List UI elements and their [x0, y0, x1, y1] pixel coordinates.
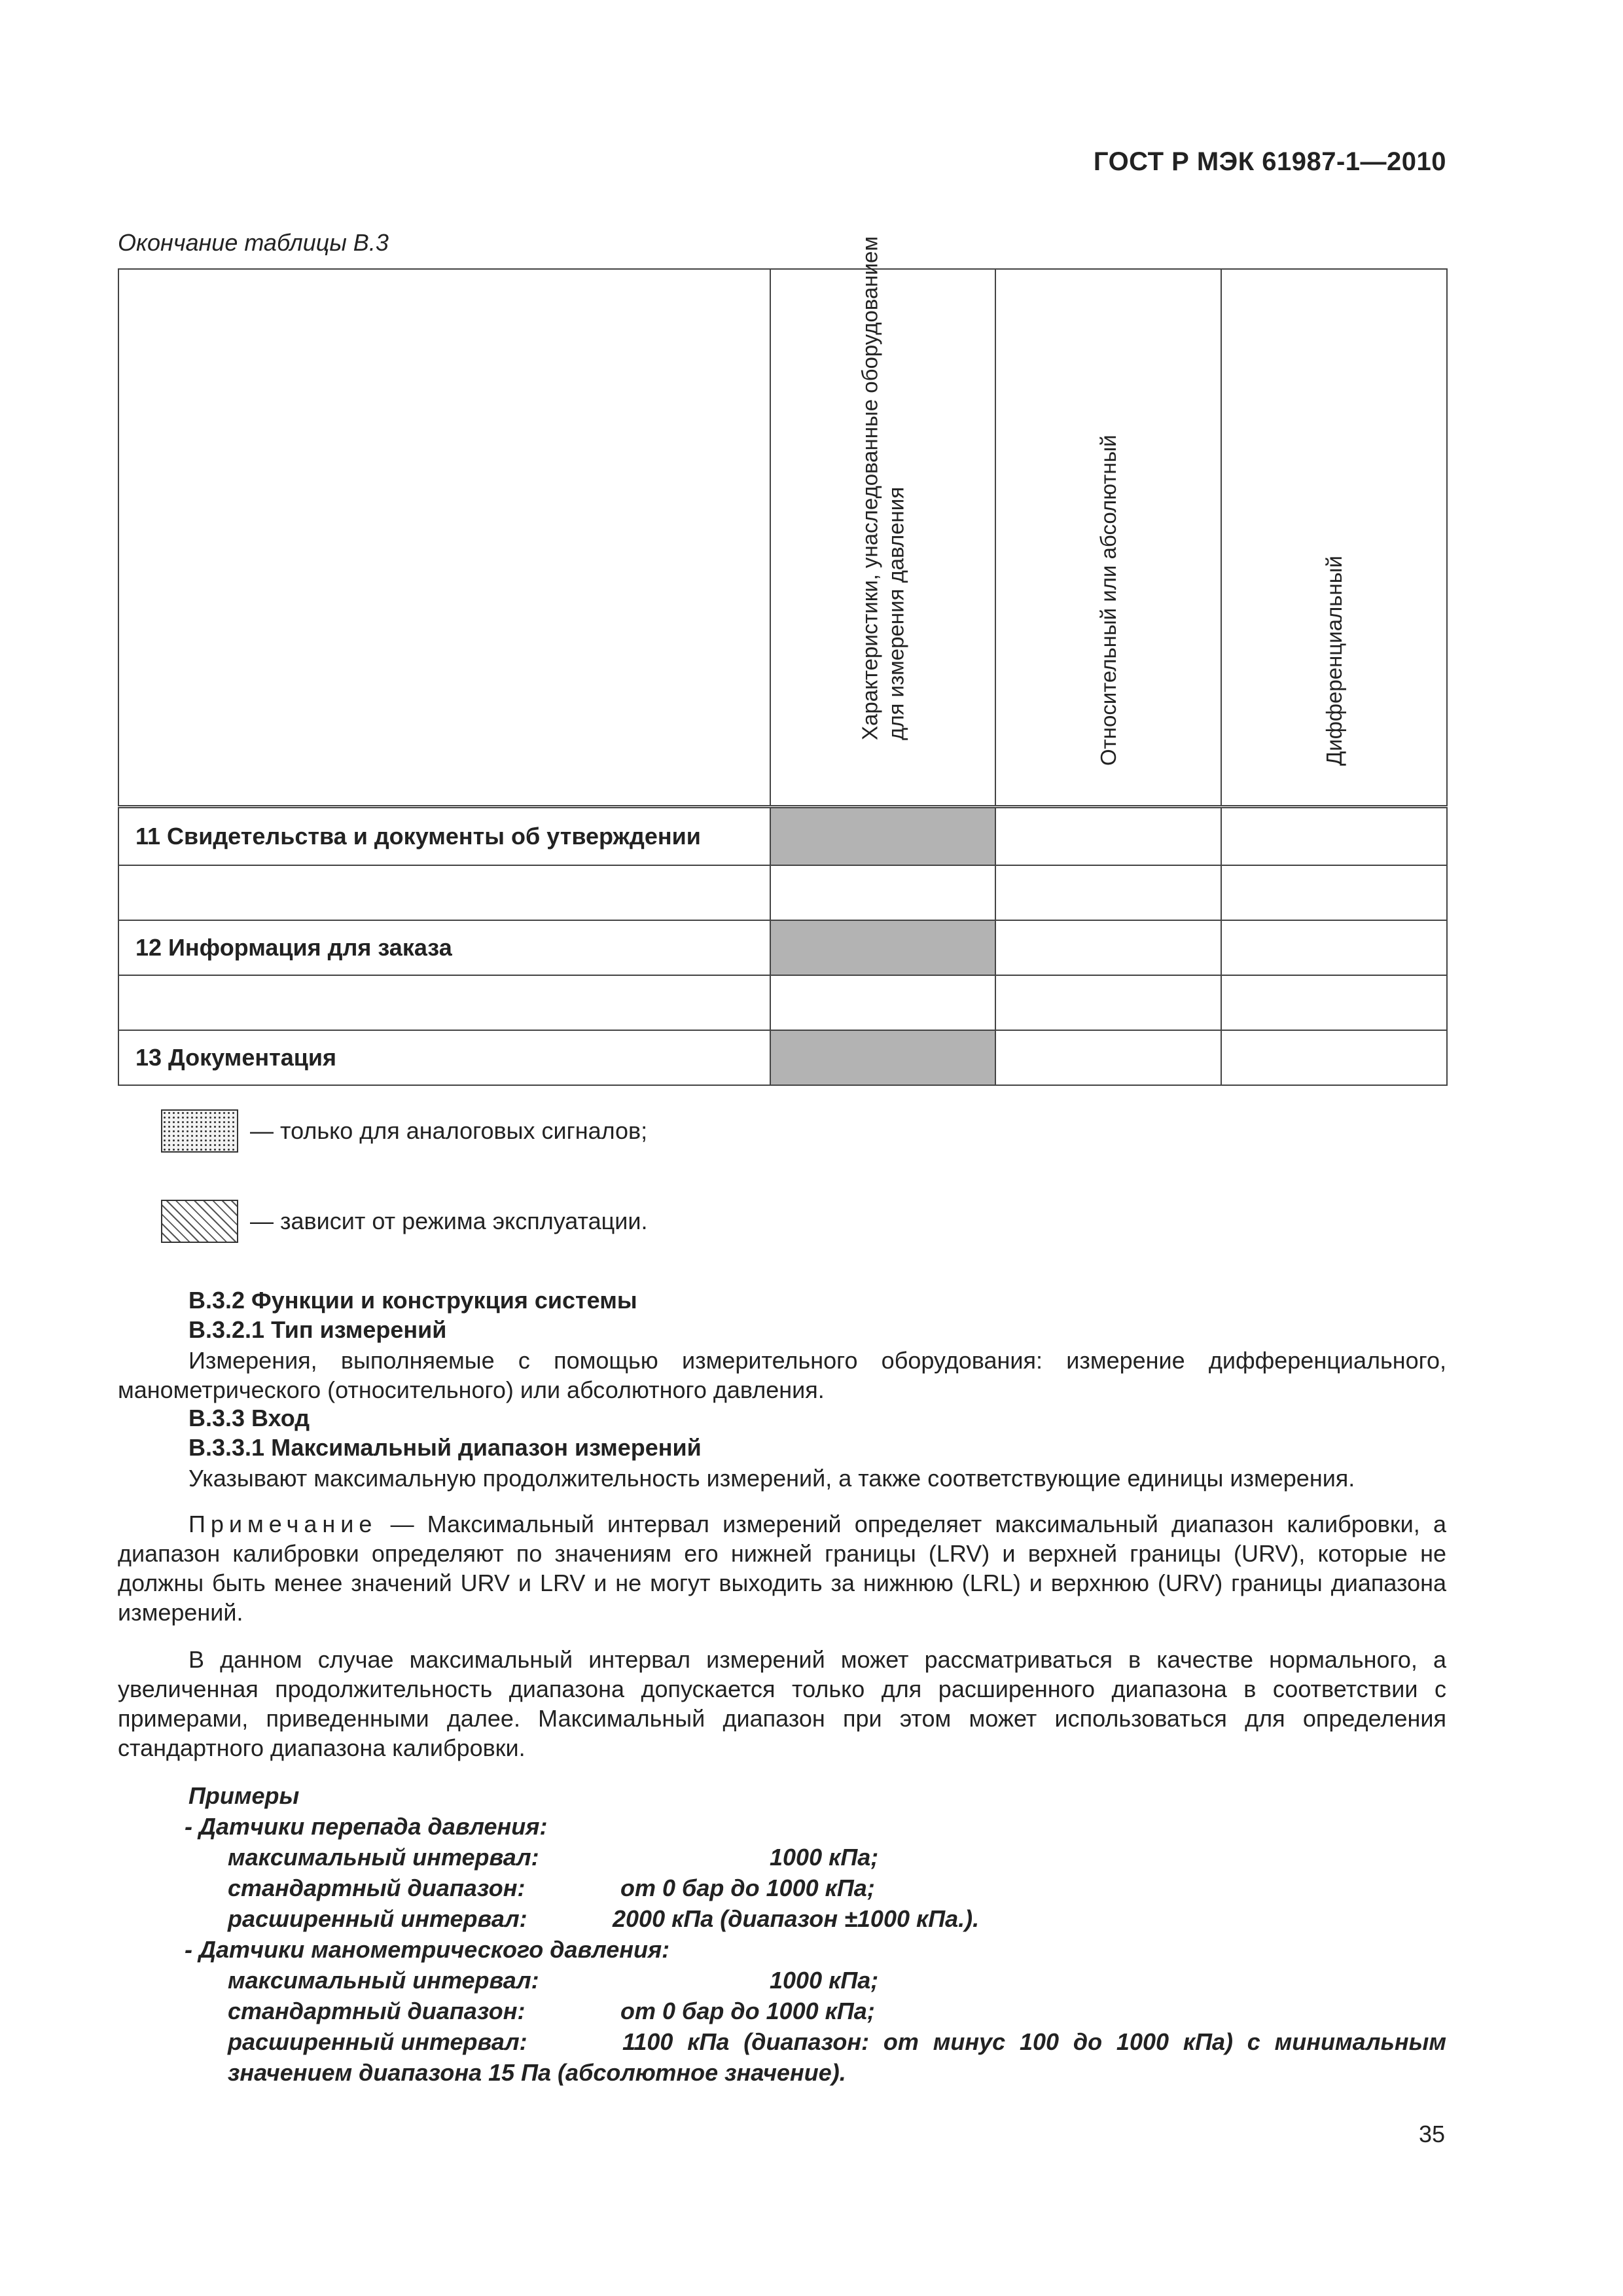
example-line [188, 1842, 1446, 1873]
table-row [118, 865, 1447, 920]
table-row [118, 975, 1447, 1030]
row-label-certificates: 11 Свидетельства и документы об утверждении [118, 807, 770, 866]
table-cell [1221, 865, 1447, 920]
example-label: максимальный интервал: [228, 1967, 539, 1994]
gray-cell [770, 807, 995, 866]
header-cell-relative [995, 269, 1221, 807]
example-value: от 0 бар до 1000 кПа; [620, 1874, 875, 1901]
row-label-ordering-info: 12 Информация для заказа [118, 920, 770, 975]
paragraph-max-range: Указывают максимальную продолжительность измерений, а также соответствующие единицы измерения. [188, 1465, 1355, 1492]
table-cell [995, 920, 1221, 975]
table-cell [995, 865, 1221, 920]
document-standard-header: ГОСТ Р МЭК 61987-1—2010 [1093, 147, 1446, 176]
table-cell [118, 865, 770, 920]
table-row [118, 807, 1447, 866]
table-cell [1221, 1030, 1447, 1085]
example-label: расширенный интервал: [228, 2028, 527, 2055]
example-value: 1100 кПа (диапазон: от минус 100 до 1000 кПа) с минимальным [622, 2028, 1446, 2055]
note-paragraph [118, 1509, 1446, 1627]
example-label: расширенный интервал: [228, 1905, 527, 1932]
table-row [118, 920, 1447, 975]
legend-analog [161, 1109, 647, 1153]
legend-analog-text: — только для аналоговых сигналов; [250, 1117, 648, 1144]
example-value: 1000 кПа; [770, 1844, 879, 1871]
legend-operating-mode [161, 1200, 647, 1243]
table-cell [1221, 975, 1447, 1030]
example-label: стандартный диапазон: [228, 1998, 526, 2024]
column-header-relative: Относительный или абсолютный [1096, 435, 1120, 766]
page-number: 35 [1418, 2121, 1445, 2147]
table-header-row [118, 269, 1447, 807]
example-line [188, 1903, 1446, 1934]
example-value: 2000 кПа (диапазон ±1000 кПа.). [613, 1905, 980, 1932]
table-cell [1221, 920, 1447, 975]
table-caption: Окончание таблицы В.3 [118, 229, 389, 256]
gray-cell [770, 1030, 995, 1085]
example-line [188, 1965, 1446, 1996]
hatched-pattern-swatch [161, 1200, 238, 1243]
note-text: — Максимальный интервал измерений определяет максимальный диапазон калибровки, а диапазон калибровки определяют по значениям его нижней границы (LRV) и верхней границы (URV), которые не должны быть менее значений URV и LRV и не могут выходить за нижнюю (LRL) и верхнюю (URV) границы диапазона измерений. [118, 1511, 1446, 1626]
table-cell [995, 1030, 1221, 1085]
example-line-continuation: значением диапазона 15 Па (абсолютное значение). [228, 2059, 846, 2086]
table-cell [118, 975, 770, 1030]
legend-mode-text: — зависит от режима эксплуатации. [250, 1208, 648, 1234]
column-header-inherited-line2: для измерения давления [883, 486, 908, 740]
example-line [188, 1873, 1446, 1903]
row-label-documentation: 13 Документация [118, 1030, 770, 1085]
table-cell [1221, 807, 1447, 866]
header-cell-differential [1221, 269, 1447, 807]
examples-title: Примеры [188, 1782, 300, 1809]
example-label: стандартный диапазон: [228, 1874, 526, 1901]
note-label: Примечание [188, 1511, 378, 1537]
table-cell [995, 975, 1221, 1030]
section-heading-b32: В.3.2 Функции и конструкция системы [188, 1287, 637, 1314]
example-line [188, 2026, 1446, 2057]
dotted-pattern-swatch [161, 1109, 238, 1153]
section-heading-b33: В.3.3 Вход [188, 1405, 310, 1431]
column-header-differential: Дифференциальный [1321, 556, 1346, 766]
examples-group-differential: - Датчики перепада давления: [185, 1813, 548, 1840]
section-heading-b321: В.3.2.1 Тип измерений [188, 1316, 447, 1343]
column-header-inherited-line1: Характеристики, унаследованные оборудованием [857, 236, 882, 740]
table-cell [995, 807, 1221, 866]
examples-block [185, 1780, 1446, 2088]
example-label: максимальный интервал: [228, 1844, 539, 1871]
table-row [118, 1030, 1447, 1085]
example-line [188, 1996, 1446, 2026]
header-empty-cell [118, 269, 770, 807]
table-cell [770, 975, 995, 1030]
paragraph-measurement-type: Измерения, выполняемые с помощью измерительного оборудования: измерение дифференциального, манометрического (относительного) или абсолютного давления. [118, 1347, 1446, 1403]
section-heading-b331: В.3.3.1 Максимальный диапазон измерений [188, 1434, 702, 1461]
table-cell [770, 865, 995, 920]
example-value: 1000 кПа; [770, 1967, 879, 1994]
examples-group-gauge: - Датчики манометрического давления: [185, 1936, 670, 1963]
paragraph-normal-range: В данном случае максимальный интервал измерений может рассматриваться в качестве нормального, а увеличенная продолжительность диапазона допускается только для расширенного диапазона в соответствии с примерами, приведенными далее. Максимальный диапазон при этом может использоваться для определения стандартного диапазона калибровки. [118, 1646, 1446, 1761]
example-value: от 0 бар до 1000 кПа; [620, 1998, 875, 2024]
gray-cell [770, 920, 995, 975]
header-cell-inherited [770, 236, 995, 807]
